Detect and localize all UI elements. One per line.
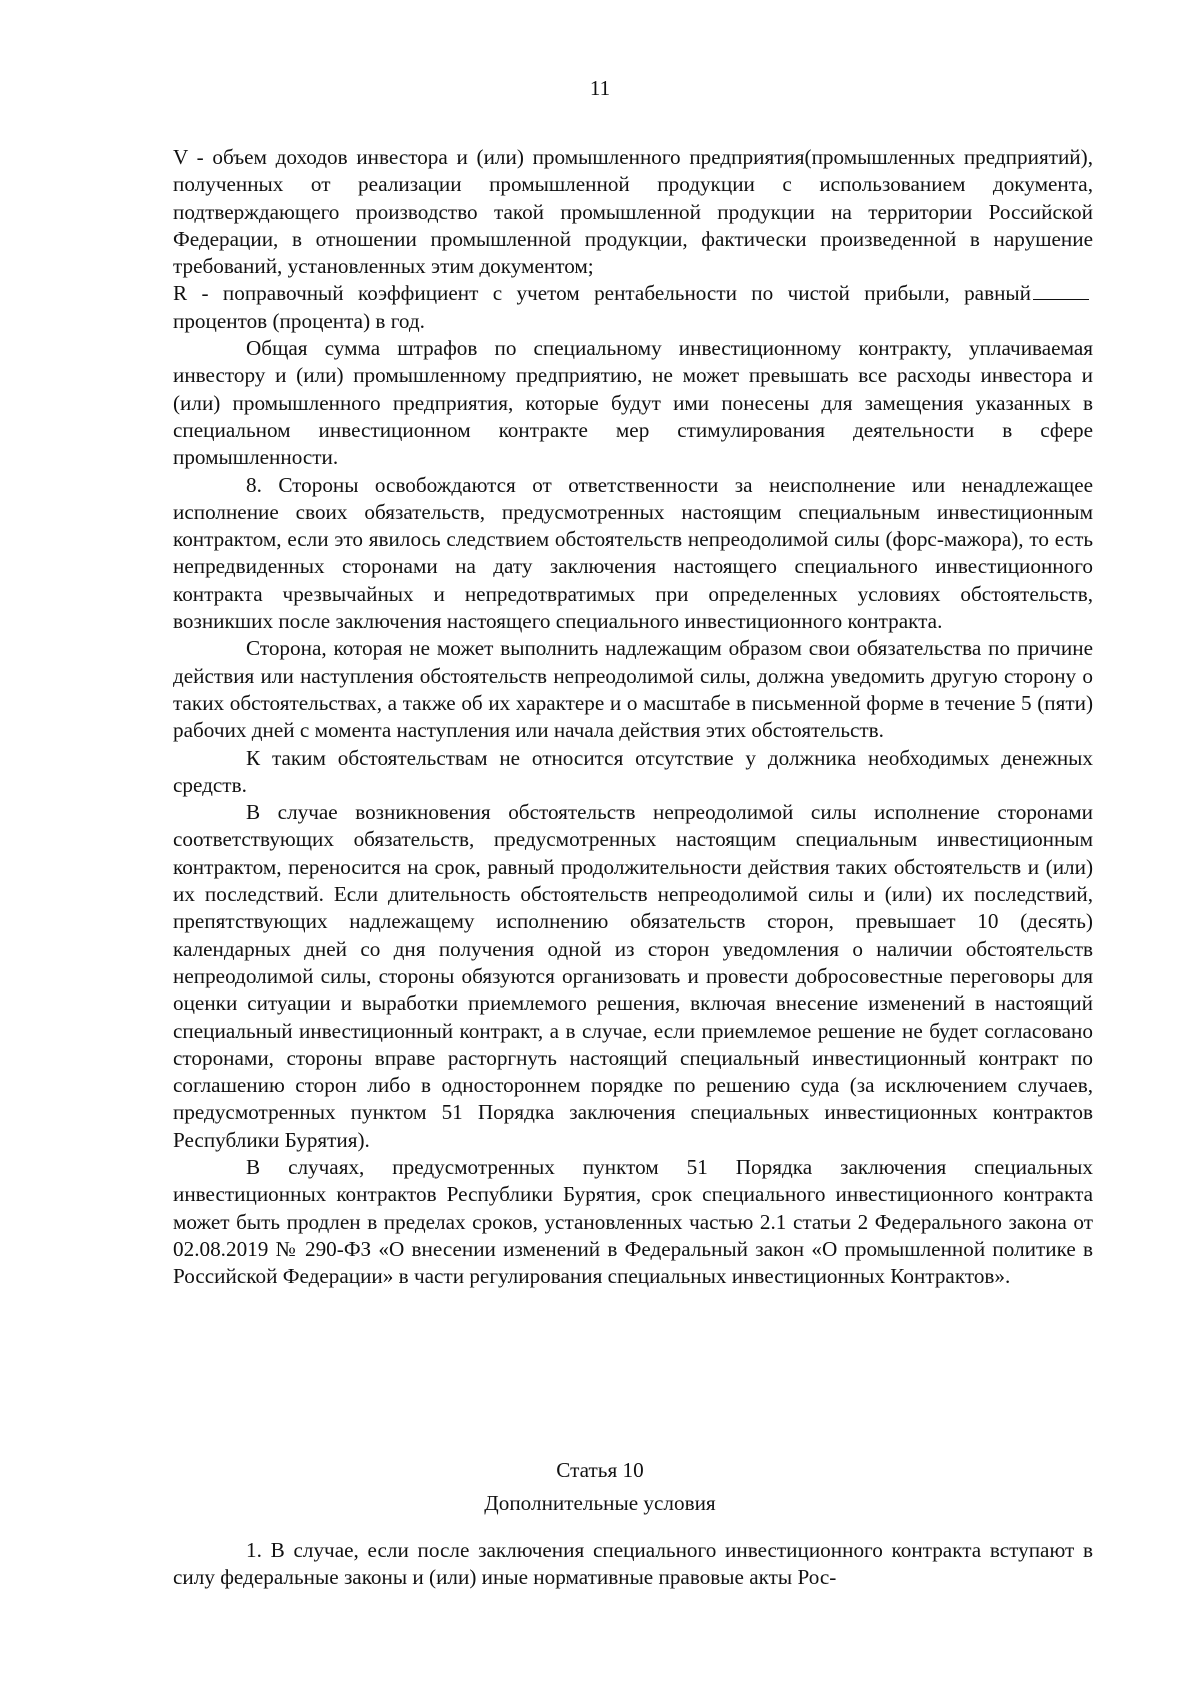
formula-r-suffix: процентов (процента) в год. [173,308,425,333]
formula-r-text: R - поправочный коэффициент с учетом рентабельности по чистой прибыли, равный [173,281,1031,306]
article-paragraph-1: 1. В случае, если после заключения специального инвестиционного контракта вступают в силу федеральные законы и (или) иные нормативные правовые акты Рос- [173,1538,1093,1590]
article-number: Статья 10 [556,1458,644,1482]
paragraph-force-majeure: 8. Стороны освобождаются от ответственности за неисполнение или ненадлежащее исполнение своих обязательств, предусмотренных настоящим специальным инвестиционным контрактом, если это явилось следствием обстоятельств непреодолимой силы (форс-мажора), то есть непредвиденных сторонами на дату заключения настоящего специального инвестиционного контракта чрезвычайных и непредотвратимых при определенных условиях обстоятельств, возникших после заключения настоящего специального инвестиционного контракта. [173,472,1093,634]
paragraph-notification: Сторона, которая не может выполнить надлежащим образом свои обязательства по причине действия или наступления обстоятельств непреодолимой силы, должна уведомить другую сторону о таких обстоятельствах, а также об их характере и о масштабе в письменной форме в течение 5 (пяти) рабочих дней с момента наступления или начала действия этих обстоятельств. [173,636,1093,743]
formula-variable-v: V - объем доходов инвестора и (или) промышленного предприятия(промышленных предприятий), полученных от реализации промышленной продукции с использованием документа, подтверждающего производство такой промышленной продукции на территории Российской Федерации, в отношении промышленной продукции, фактически произведенной в нарушение требований, установленных этим документом; [173,145,1093,279]
article-title: Дополнительные условия [484,1491,716,1515]
paragraph-postponement: В случае возникновения обстоятельств непреодолимой силы исполнение сторонами соответствующих обязательств, предусмотренных настоящим специальным инвестиционным контрактом, переносится на срок, равный продолжительности действия таких обстоятельств и (или) их последствий. Если длительность обстоятельств непреодолимой силы и (или) их последствий, препятствующих надлежащему исполнению обязательств сторон, превышает 10 (десять) календарных дней со дня получения одной из сторон уведомления о наличии обстоятельств непреодолимой силы, стороны обязуются организовать и провести добросовестные переговоры для оценки ситуации и выработки приемлемого решения, включая внесение изменений в настоящий специальный инвестиционный контракт, а в случае, если приемлемое решение не будет согласовано сторонами, стороны вправе расторгнуть настоящий специальный инвестиционный контракт по соглашению сторон либо в одностороннем порядке по решению суда (за исключением случаев, предусмотренных пунктом 51 Порядка заключения специальных инвестиционных контрактов Республики Бурятия). [173,800,1093,1152]
paragraph-exclusion: К таким обстоятельствам не относится отсутствие у должника необходимых денежных средств. [173,745,1093,797]
page-number: 11 [589,76,611,100]
paragraph-extension: В случаях, предусмотренных пунктом 51 Порядка заключения специальных инвестиционных контрактов Республики Бурятия, срок специального инвестиционного контракта может быть продлен в пределах сроков, установленных частью 2.1 статьи 2 Федерального закона от 02.08.2019 № 290-ФЗ «О внесении изменений в Федеральный закон «О промышленной политике в Российской Федерации» в части регулирования специальных инвестиционных Контрактов». [173,1154,1093,1289]
article-body [173,1537,1093,1592]
formula-variable-r [173,280,1093,335]
document-body [173,144,1093,1290]
blank-underline [1033,281,1089,300]
paragraph-fine-limit: Общая сумма штрафов по специальному инвестиционному контракту, уплачиваемая инвестору и (или) промышленному предприятию, не может превышать все расходы инвестора и (или) промышленного предприятия, которые будут ими понесены для замещения указанных в специальном инвестиционном контракте мер стимулирования деятельности в сфере промышленности. [173,336,1093,470]
